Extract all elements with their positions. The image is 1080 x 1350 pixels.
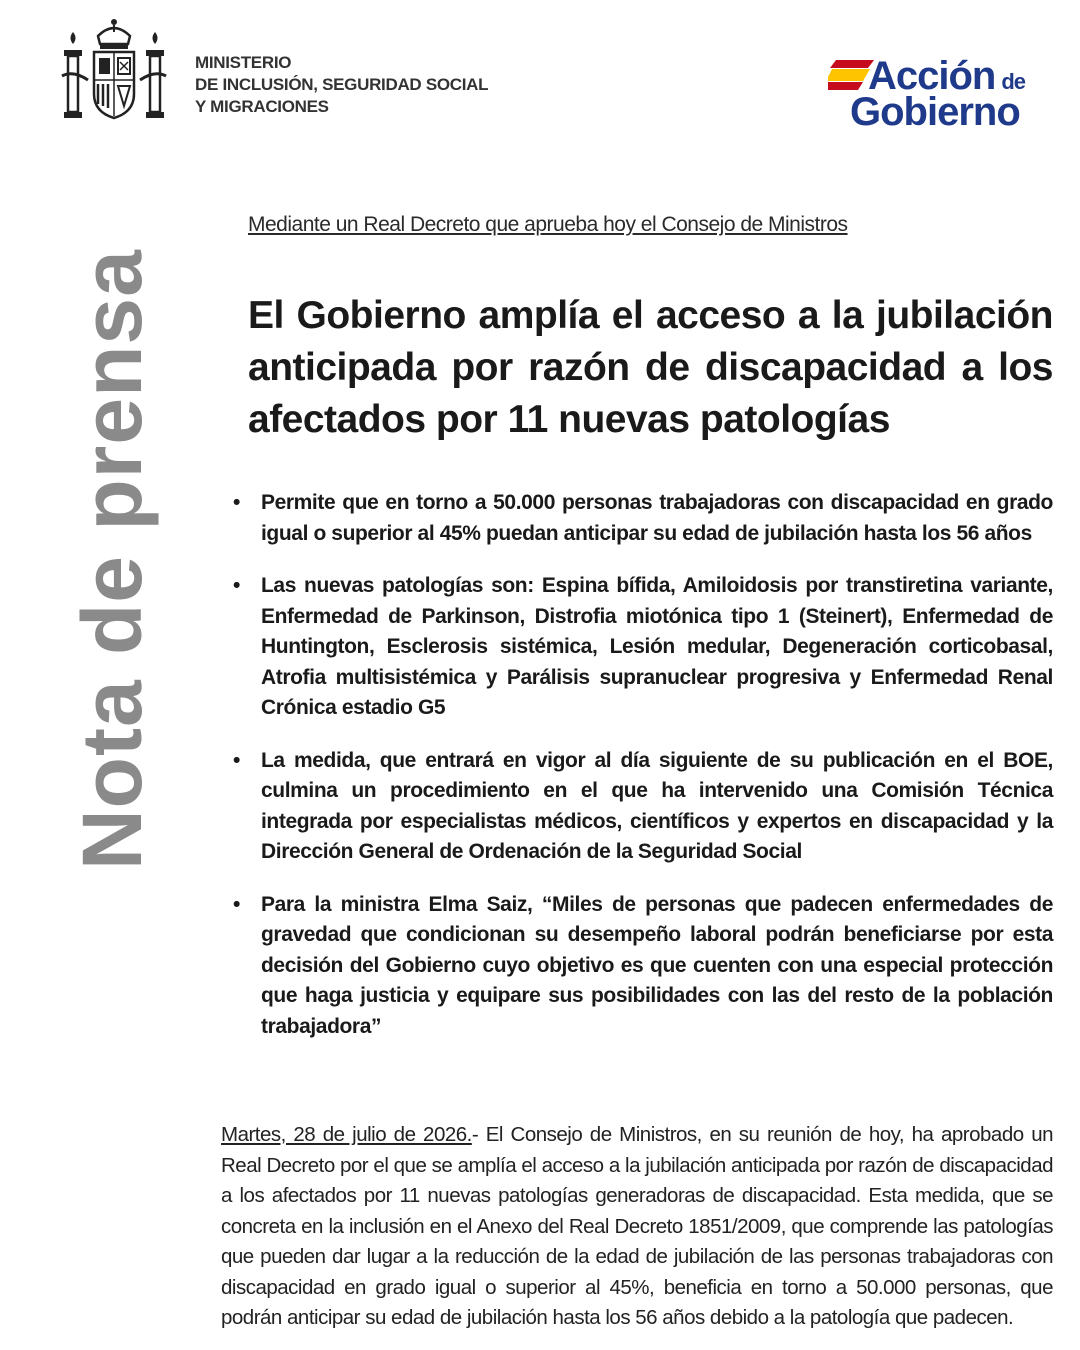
bullet-item [233, 890, 1053, 1043]
headline: El Gobierno amplía el acceso a la jubilación anticipada por razón de discapacidad a los afectados por 11 nuevas patologías [248, 294, 1053, 441]
bullet-text: La medida, que entrará en vigor al día siguiente de su publicación en el BOE, culmina un procedimiento en el que ha intervenido una Comisión Técnica integrada por especialistas médicos, científicos y expertos en discapacidad y la Dirección General de Ordenación de la Seguridad Social [261, 748, 1053, 863]
bullet-dot-icon: • [233, 892, 240, 916]
side-label: Nota de prensa [65, 249, 159, 870]
logo-accion-text: Acción [868, 54, 996, 98]
ministry-line: MINISTERIO [195, 53, 292, 72]
bullet-text: Las nuevas patologías son: Espina bífida, Amiloidosis por transtiretina variante, Enfermedad de Parkinson, Distrofia miotónica tipo 1 (Steinert), Enfermedad de Huntington, Esclerosis sistémica, Lesión medular, Degeneración corticobasal, Atrofia multisistémica y Parálisis supranuclear progresiva y Enfermedad Renal Crónica estadio G5 [261, 574, 1053, 719]
bullet-dot-icon: • [233, 574, 240, 597]
ministry-line: DE INCLUSIÓN, SEGURIDAD SOCIAL [195, 75, 489, 94]
spain-coat-of-arms-icon [58, 14, 170, 124]
bullet-text: Permite que en torno a 50.000 personas trabajadoras con discapacidad en grado igual o superior al 45% puedan anticipar su edad de jubilación hasta los 56 años [261, 491, 1053, 545]
bullet-dot-icon: • [233, 748, 240, 772]
logo-gobierno-text: Gobierno [850, 90, 1020, 134]
body-text: - El Consejo de Ministros, en su reunión de hoy, ha aprobado un Real Decreto por el que se amplía el acceso a la jubilación anticipada por razón de discapacidad a los afectados por 11 nuevas patologías generadoras de discapacidad. Esta medida, que se concreta en la inclusión en el Anexo del Real Decreto 1851/2009, que comprende las patologías que pueden dar lugar a la reducción de la edad de jubilación de las personas trabajadoras con discapacidad en grado igual o superior al 45%, beneficia en torno a 50.000 personas, que podrán anticipar su edad de jubilación hasta los 56 años debido a la patología que padecen. [221, 1123, 1053, 1329]
body-paragraph [221, 1120, 1053, 1334]
ministry-name [195, 52, 488, 118]
bullet-item [233, 746, 1053, 868]
accion-de-gobierno-logo [828, 56, 1048, 136]
bullet-text: Para la ministra Elma Saiz, “Miles de personas que padecen enfermedades de gravedad que condicionan su desempeño laboral podrán beneficiarse por esta decisión del Gobierno cuyo objetivo es que cuenten con una especial protección que haga justicia y equipare sus posibilidades con las del resto de la población trabajadora” [261, 892, 1053, 1038]
ministry-line: Y MIGRACIONES [195, 97, 329, 116]
logo-de-text: de [1001, 69, 1026, 94]
bullet-item [233, 571, 1053, 724]
press-date: Martes, 28 de julio de 2026. [221, 1123, 472, 1146]
bullet-item [233, 488, 1053, 549]
bullet-dot-icon: • [233, 491, 240, 514]
page-header [0, 0, 1080, 140]
subtitle: Mediante un Real Decreto que aprueba hoy el Consejo de Ministros [248, 213, 848, 236]
bullet-list [233, 488, 1053, 1064]
